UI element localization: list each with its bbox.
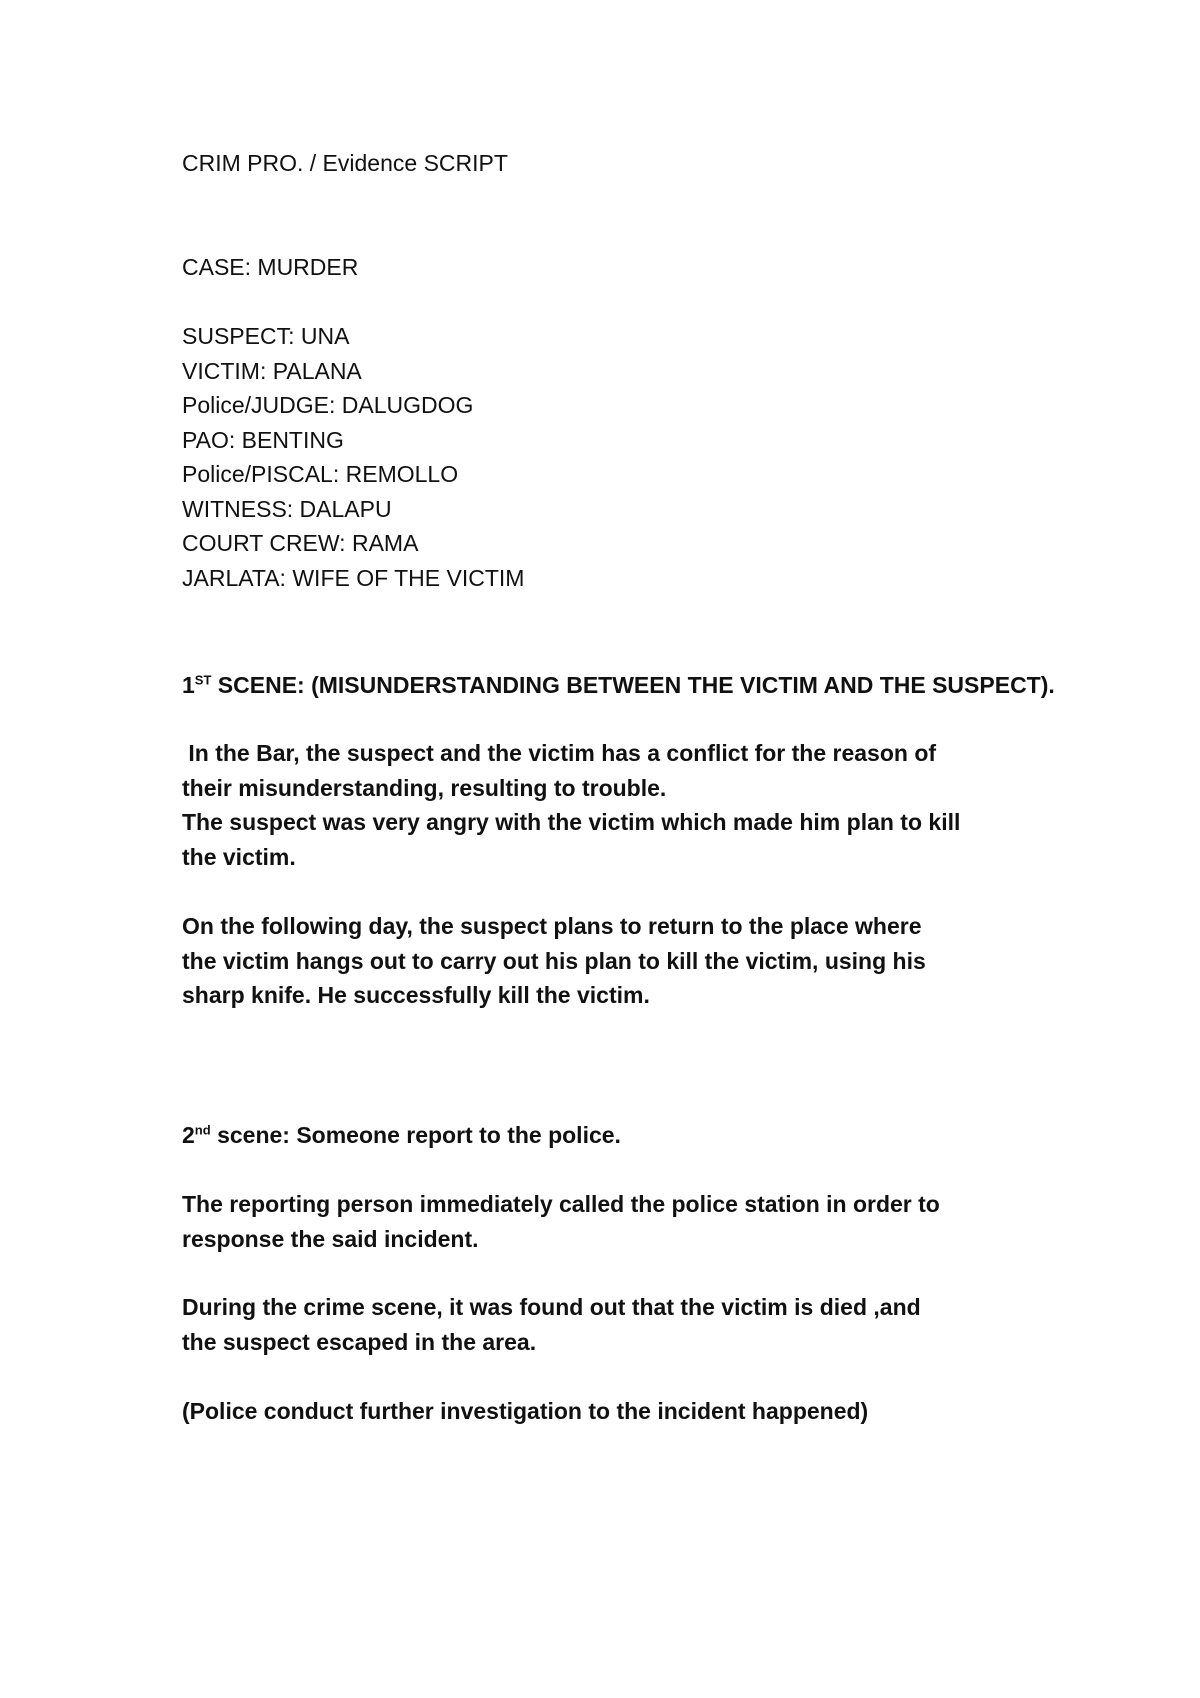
scene1-heading — [182, 668, 1062, 703]
scene1-line: the victim hangs out to carry out his plan to kill the victim, using his — [182, 947, 926, 974]
cast-item-witness: WITNESS: DALAPU — [182, 495, 392, 522]
document-title: CRIM PRO. / Evidence SCRIPT — [182, 150, 508, 176]
cast-list — [182, 319, 1062, 595]
scene2-line: response the said incident. — [182, 1225, 479, 1252]
scene1-line: In the Bar, the suspect and the victim has a conflict for the reason of — [182, 740, 937, 766]
cast-item-court-crew: COURT CREW: RAMA — [182, 530, 419, 556]
scene1-line: On the following day, the suspect plans to return to the place where — [182, 913, 922, 939]
scene1-suffix: ST — [194, 672, 212, 688]
scene1-line: The suspect was very angry with the victim which made him plan to kill — [182, 809, 961, 835]
scene1-line: their misunderstanding, resulting to trouble. — [182, 774, 667, 801]
scene2-suffix: nd — [194, 1122, 211, 1138]
scene1-heading-text: SCENE: (MISUNDERSTANDING BETWEEN THE VICTIM AND THE SUSPECT). — [211, 672, 1055, 698]
cast-item-victim: VICTIM: PALANA — [182, 357, 362, 384]
scene1-number: 1 — [182, 672, 195, 698]
scene2-line: The reporting person immediately called the police station in order to — [182, 1191, 940, 1217]
scene1-paragraph-2 — [182, 909, 1062, 1013]
scene2-paragraph-2 — [182, 1290, 1062, 1359]
cast-item-suspect: SUSPECT: UNA — [182, 323, 350, 349]
cast-item-pao: PAO: BENTING — [182, 426, 344, 453]
cast-item-piscal: Police/PISCAL: REMOLLO — [182, 461, 459, 487]
scene1-paragraph-1 — [182, 736, 1062, 874]
cast-item-wife: JARLATA: WIFE OF THE VICTIM — [182, 564, 525, 591]
scene2-line: During the crime scene, it was found out that the victim is died ,and — [182, 1294, 921, 1320]
scene2-paragraph-1 — [182, 1187, 1062, 1256]
case-line: CASE: MURDER — [182, 254, 359, 280]
scene1-line: the victim. — [182, 843, 296, 870]
scene2-paragraph-3: (Police conduct further investigation to the incident happened) — [182, 1398, 869, 1424]
cast-item-judge: Police/JUDGE: DALUGDOG — [182, 392, 474, 418]
scene1-line: sharp knife. He successfully kill the victim. — [182, 982, 650, 1008]
scene2-number: 2 — [182, 1122, 195, 1148]
scene2-heading — [182, 1118, 1062, 1153]
scene2-heading-text: scene: Someone report to the police. — [210, 1122, 621, 1148]
scene2-line: the suspect escaped in the area. — [182, 1328, 537, 1355]
